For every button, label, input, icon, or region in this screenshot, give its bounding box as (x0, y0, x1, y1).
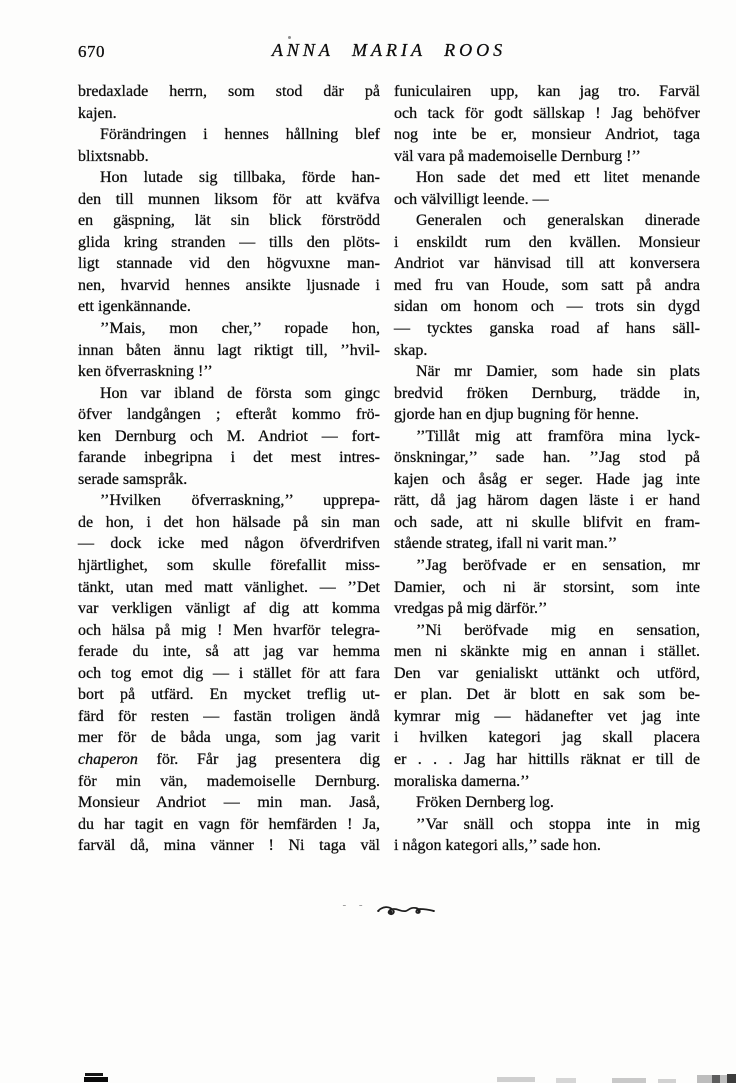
text-line: var verkligen vänligt af dig att komma (78, 600, 380, 618)
scan-artifact (84, 1077, 108, 1082)
running-title: ANNA MARIA ROOS (271, 40, 507, 60)
text-line: tänkt, utan med matt vänlighet. — ’’Det (78, 578, 380, 596)
text-line: nog inte be er, monsieur Andriot, taga (394, 126, 700, 144)
text-line: önskningar,’’ sade han. ’’Jag stod på (394, 449, 700, 467)
text-line: ken öfverraskning !’’ (78, 363, 213, 381)
text-line: de hon, i det hon hälsade på sin man (78, 513, 380, 531)
text-line: med fru van Houde, som satt på andra (394, 276, 700, 294)
text-line: öfver landgången ; efteråt kommo frö- (78, 406, 380, 424)
text-columns (78, 81, 700, 857)
text-line: — tycktes ganska road af hans säll- (394, 320, 700, 338)
text-line: innan båten ännu lagt riktigt till, ’’hvil- (78, 341, 380, 359)
text-line: chaperon för. Får jag presentera dig (78, 750, 380, 768)
text-line: ’’Ni beröfvade mig en sensation, (416, 621, 700, 639)
text-line: funiculairen upp, kan jag tro. Farväl (394, 83, 700, 100)
scan-artifact (712, 1075, 720, 1083)
text-line: kymrar mig — hädanefter vet jag inte (394, 707, 700, 725)
text-line: moraliska damerna.’’ (394, 772, 530, 790)
text-line: i enskildt rum den kvällen. Monsieur (394, 233, 700, 251)
text-line: och tog emot dig — i stället för att fara (78, 664, 380, 682)
text-line: en gäspning, lät sin blick förströdd (78, 212, 380, 230)
scan-artifact (612, 1078, 646, 1083)
text-line: Monsieur Andriot — min man. Jaså, (78, 794, 380, 812)
text-line: Fröken Dernberg log. (416, 794, 554, 812)
text-line: skap. (394, 341, 428, 359)
text-line: Damier, och ni är storsint, som inte (394, 578, 700, 596)
ornament-flourish (376, 902, 436, 918)
text-line: den till munnen liksom för att kväfva (78, 190, 380, 208)
text-line: mer för de båda unga, som jag varit (78, 729, 380, 747)
scan-artifact (727, 1074, 736, 1083)
text-line: för min vän, mademoiselle Dernburg. (78, 772, 380, 790)
text-line: er plan. Det är blott en sak som be- (394, 686, 700, 704)
text-line: ferade du inte, så att jag var hemma (78, 643, 380, 661)
text-line: väl vara på mademoiselle Dernburg !’’ (394, 147, 641, 165)
text-line: och tack för godt sällskap ! Jag behöfver (394, 104, 700, 122)
text-line: färd för resten — fastän troligen ändå (78, 707, 380, 725)
text-line: ’’Hvilken öfverraskning,’’ upprepa- (100, 492, 380, 510)
text-line: hjärtlighet, som skulle förefallit miss- (78, 557, 380, 575)
text-line: Andriot var hänvisad till att konversera (394, 255, 700, 273)
text-line: farande inbegripna i det mest intres- (78, 449, 380, 467)
text-line: bredvid fröken Dernburg, trädde in, (394, 384, 700, 402)
text-line: ligt stannade vid den högvuxne man- (78, 255, 380, 273)
text-line: När mr Damier, som hade sin plats (416, 363, 700, 381)
scan-speck-artifact (288, 36, 291, 39)
page-header (78, 40, 700, 64)
text-line: Hon sade det med ett litet menande (416, 169, 700, 187)
column-left (78, 81, 380, 857)
text-line: sidan om honom och — trots sin dygd (394, 298, 700, 316)
text-line: ’’Mais, mon cher,’’ ropade hon, (100, 320, 380, 338)
text-line: Hon lutade sig tillbaka, förde han- (100, 169, 380, 187)
text-line: Förändringen i hennes hållning blef (100, 126, 380, 144)
page-number: 670 (78, 42, 105, 61)
text-line: stående strateg, ifall ni varit man.’’ (394, 535, 618, 553)
scan-artifact (85, 1073, 103, 1076)
text-line: men ni skänkte mig en annan i stället. (394, 643, 700, 661)
text-line: blixtsnabb. (78, 147, 149, 165)
text-line: kajen och åsåg er seger. Hade jag inte (394, 470, 700, 488)
scan-dash-artifact: - - (342, 899, 368, 911)
text-line: Generalen och generalskan dinerade (416, 212, 700, 230)
text-line: nen, hvarvid hennes ansikte ljusnade i (78, 276, 380, 294)
text-line: glida kring stranden — tills den plöts- (78, 233, 380, 251)
text-line: ’’Var snäll och stoppa inte in mig (416, 815, 700, 833)
text-line: bort på utfärd. En mycket treflig ut- (78, 686, 380, 704)
text-line: ett igenkännande. (78, 298, 191, 316)
text-line: och sade, att ni skulle blifvit en fram- (394, 513, 700, 531)
ornament-row (78, 899, 700, 921)
text-line: gjorde han en djup bugning för henne. (394, 406, 639, 424)
text-line: ’’Jag beröfvade er en sensation, mr (416, 557, 700, 575)
text-line: kajen. (78, 104, 117, 122)
text-line: och välvilligt leende. — (394, 190, 549, 208)
text-line: Hon var ibland de första som gingc (100, 384, 380, 402)
text-line: ’’Tillåt mig att framföra mina lyck- (416, 427, 700, 445)
text-line: Den var genialiskt uttänkt och utförd, (394, 664, 700, 682)
text-line: rätt, då jag härom dagen läste i er hand (394, 492, 700, 510)
scan-artifact (658, 1079, 676, 1083)
text-line: serade samspråk. (78, 470, 188, 488)
text-line: du har tagit en vagn för hemfärden ! Ja, (78, 815, 380, 833)
scan-artifact (497, 1077, 535, 1082)
text-line: vredgas på mig därför.’’ (394, 600, 548, 618)
scan-artifact (556, 1078, 576, 1083)
text-line: ken Dernburg och M. Andriot — fort- (78, 427, 380, 445)
text-line: i hvilken kategori jag skall placera (394, 729, 700, 747)
column-right (394, 81, 700, 857)
text-line: och hälsa på mig ! Men hvarför telegra- (78, 621, 380, 639)
text-line: er . . . Jag har hittills räknat er till de (394, 750, 700, 768)
text-line: — dock icke med någon öfverdrifven (78, 535, 380, 553)
text-line: bredaxlade herrn, som stod där på (78, 83, 380, 100)
text-line: farväl då, mina vänner ! Ni taga väl (78, 837, 380, 855)
text-line: i någon kategori alls,’’ sade hon. (394, 837, 601, 855)
